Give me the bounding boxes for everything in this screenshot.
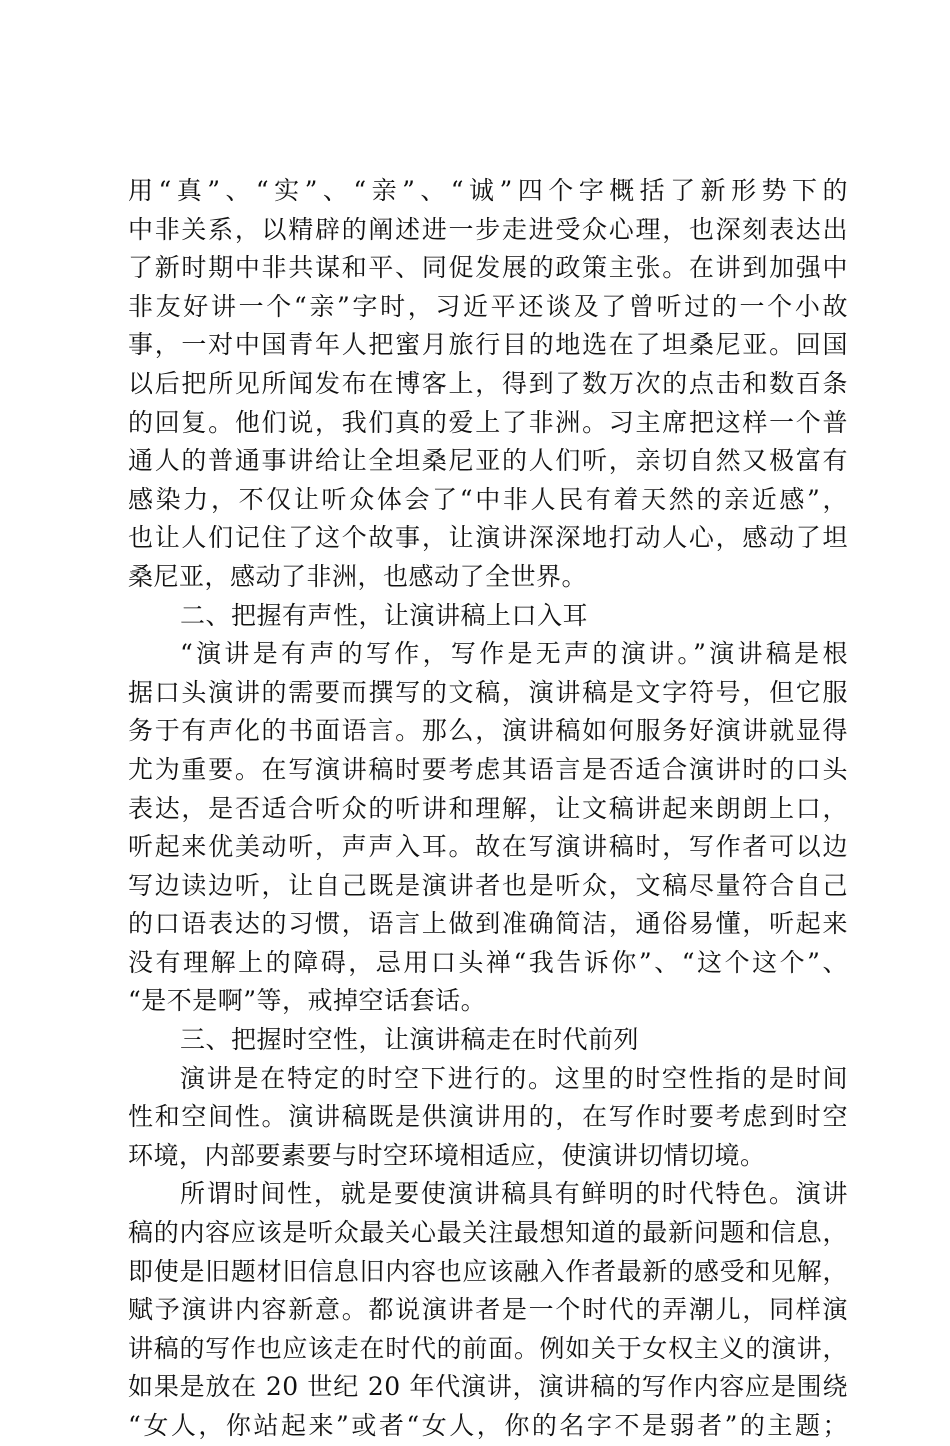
text-line: 的口语表达的习惯，语言上做到准确简洁，通俗易懂，听起来: [128, 909, 848, 939]
text-line: 事，一对中国青年人把蜜月旅行目的地选在了坦桑尼亚。回国: [128, 330, 848, 360]
text-line: 性和空间性。演讲稿既是供演讲用的，在写作时要考虑到时空: [128, 1102, 848, 1132]
text-line: “女人，你站起来”或者“女人，你的名字不是弱者”的主题；: [128, 1411, 848, 1440]
text-line: 所谓时间性，就是要使演讲稿具有鲜明的时代特色。演讲: [180, 1179, 848, 1209]
text-line: 如果是放在 20 世纪 20 年代演讲，演讲稿的写作内容应是围绕: [128, 1372, 848, 1402]
text-line: 桑尼亚，感动了非洲，也感动了全世界。: [128, 561, 588, 591]
text-line: 演讲是在特定的时空下进行的。这里的时空性指的是时间: [180, 1063, 848, 1093]
body-text: [128, 172, 848, 1446]
text-line: 务于有声化的书面语言。那么，演讲稿如何服务好演讲就显得: [128, 716, 848, 746]
text-line: 感染力，不仅让听众体会了“中非人民有着天然的亲近感”，: [128, 484, 848, 514]
text-line: 也让人们记住了这个故事，让演讲深深地打动人心，感动了坦: [128, 523, 848, 553]
text-line: 尤为重要。在写演讲稿时要考虑其语言是否适合演讲时的口头: [128, 754, 848, 784]
text-line: 据口头演讲的需要而撰写的文稿，演讲稿是文字符号，但它服: [128, 677, 848, 707]
text-line: 非友好讲一个“亲”字时，习近平还谈及了曾听过的一个小故: [128, 291, 848, 321]
text-line: 讲稿的写作也应该走在时代的前面。例如关于女权主义的演讲，: [128, 1333, 848, 1363]
text-line: 稿的内容应该是听众最关心最关注最想知道的最新问题和信息，: [128, 1218, 848, 1248]
text-line: “演讲是有声的写作，写作是无声的演讲。”演讲稿是根: [180, 639, 848, 669]
text-line: 写边读边听，让自己既是演讲者也是听众，文稿尽量符合自己: [128, 870, 848, 900]
text-line: “是不是啊”等，戒掉空话套话。: [128, 986, 487, 1016]
text-line: 中非关系，以精辟的阐述进一步走进受众心理，也深刻表达出: [128, 214, 848, 244]
text-line: 三、把握时空性，让演讲稿走在时代前列: [180, 1025, 640, 1055]
text-line: 用“真”、“实”、“亲”、“诚”四个字概括了新形势下的: [128, 176, 848, 205]
text-line: 了新时期中非共谋和平、同促发展的政策主张。在讲到加强中: [128, 253, 848, 283]
text-line: 听起来优美动听，声声入耳。故在写演讲稿时，写作者可以边: [128, 832, 848, 862]
text-line: 没有理解上的障碍，忌用口头禅“我告诉你”、“这个这个”、: [128, 947, 848, 977]
text-line: 通人的普通事讲给让全坦桑尼亚的人们听，亲切自然又极富有: [128, 446, 848, 476]
text-line: 二、把握有声性，让演讲稿上口入耳: [180, 600, 589, 630]
text-line: 的回复。他们说，我们真的爱上了非洲。习主席把这样一个普: [128, 407, 848, 437]
text-line: 表达，是否适合听众的听讲和理解，让文稿讲起来朗朗上口，: [128, 793, 848, 823]
text-line: 赋予演讲内容新意。都说演讲者是一个时代的弄潮儿，同样演: [128, 1295, 848, 1325]
text-line: 环境，内部要素要与时空环境相适应，使演讲切情切境。: [128, 1140, 766, 1170]
text-line: 即使是旧题材旧信息旧内容也应该融入作者最新的感受和见解，: [128, 1256, 848, 1286]
text-line: 以后把所见所闻发布在博客上，得到了数万次的点击和数百条: [128, 368, 848, 398]
